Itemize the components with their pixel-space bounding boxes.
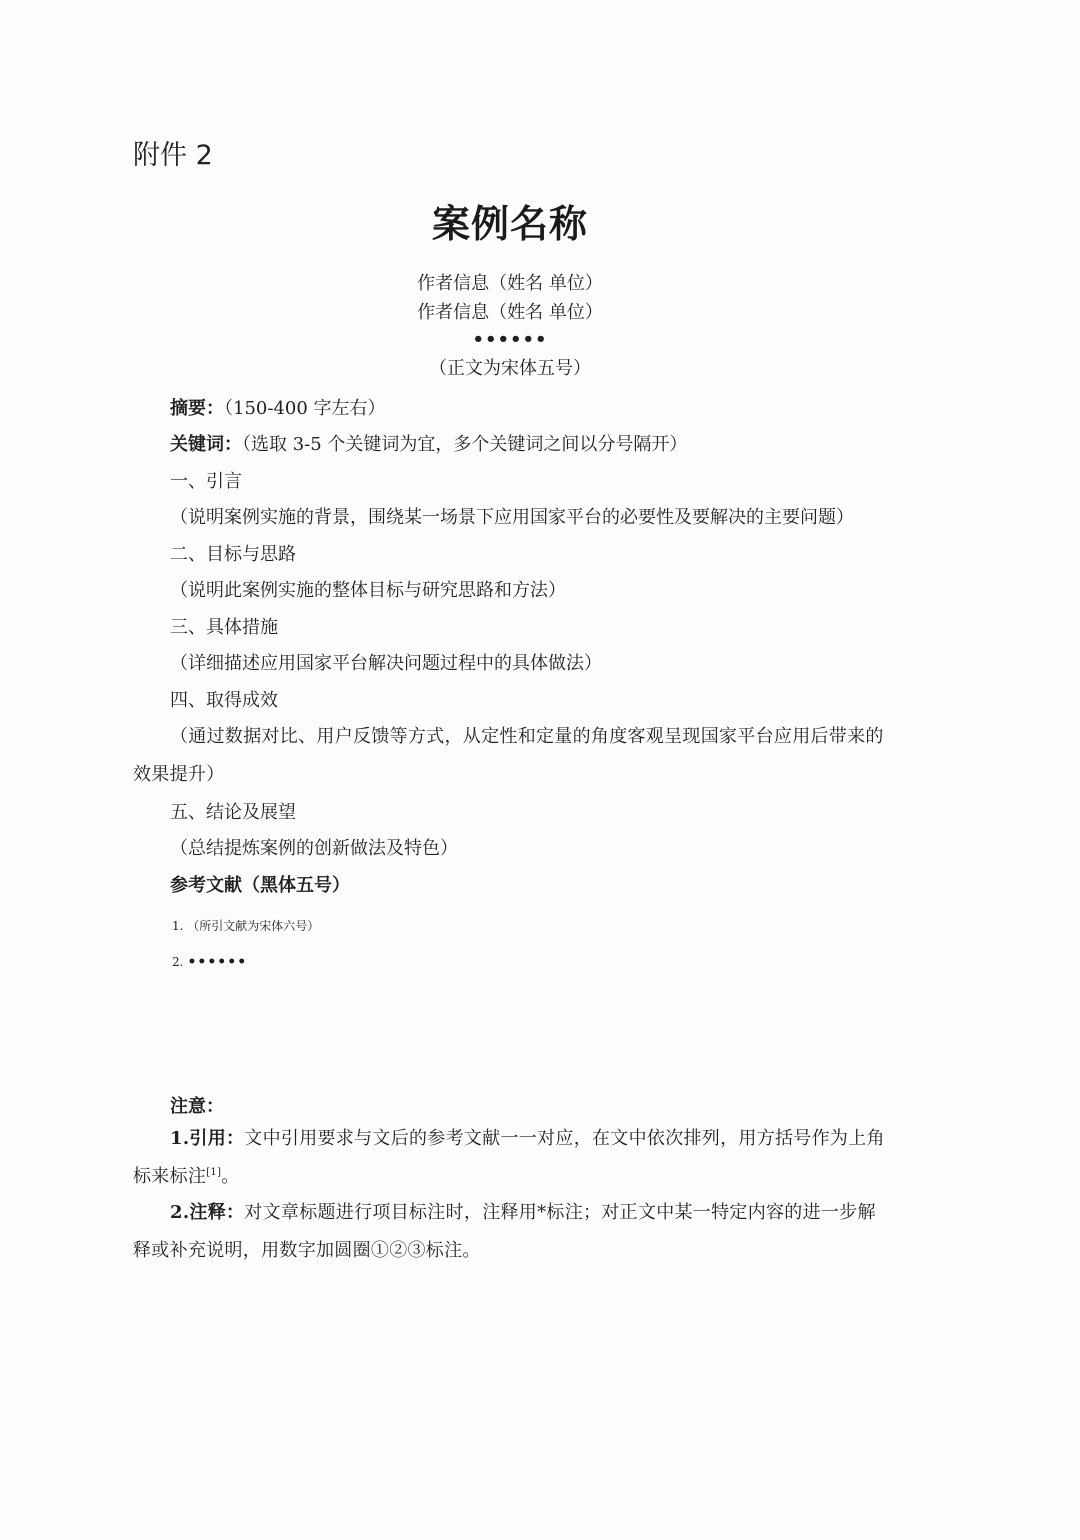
reference-number: 2. bbox=[172, 955, 184, 969]
attachment-label: 附件 2 bbox=[133, 140, 213, 171]
section-heading-measures: 三、具体措施 bbox=[170, 617, 278, 638]
section-note-measures: （详细描述应用国家平台解决问题过程中的具体做法） bbox=[170, 653, 602, 674]
abstract-text: （150-400 字左右） bbox=[224, 398, 386, 419]
note-citation-label: 1.引用： bbox=[170, 1128, 245, 1149]
reference-item bbox=[172, 917, 319, 935]
body-font-note: （正文为宋体五号） bbox=[429, 358, 591, 379]
notes-heading: 注意： bbox=[170, 1096, 224, 1117]
note-citation-end: 。 bbox=[221, 1166, 240, 1187]
section-note-results: （通过数据对比、用户反馈等方式，从定性和定量的角度客观呈现国家平台应用后带来的效果提升） bbox=[133, 726, 884, 785]
abstract-line bbox=[170, 396, 386, 422]
note-annotation bbox=[133, 1194, 893, 1270]
section-heading-introduction: 一、引言 bbox=[170, 471, 242, 492]
keywords-label: 关键词： bbox=[170, 434, 242, 455]
reference-item bbox=[172, 953, 247, 971]
section-note-conclusion: （总结提炼案例的创新做法及特色） bbox=[170, 838, 458, 859]
keywords-line bbox=[170, 432, 687, 458]
reference-text: （所引文献为宋体六号） bbox=[187, 919, 320, 933]
section-heading-results: 四、取得成效 bbox=[170, 690, 278, 711]
note-annotation-label: 2.注释： bbox=[170, 1202, 245, 1223]
note-citation bbox=[133, 1120, 893, 1196]
note-citation-text: 文中引用要求与文后的参考文献一一对应，在文中依次排列，用方括号作为上角标来标注 bbox=[133, 1128, 885, 1187]
references-heading: 参考文献（黑体五号） bbox=[170, 875, 350, 896]
author-info: 作者信息（姓名 单位） bbox=[417, 302, 603, 323]
section-note-introduction: （说明案例实施的背景，围绕某一场景下应用国家平台的必要性及要解决的主要问题） bbox=[170, 507, 854, 528]
section-heading-conclusion: 五、结论及展望 bbox=[170, 802, 296, 823]
reference-number: 1. bbox=[172, 919, 184, 933]
citation-superscript: [1] bbox=[206, 1167, 222, 1178]
section-note-goals: （说明此案例实施的整体目标与研究思路和方法） bbox=[170, 580, 566, 601]
author-info: 作者信息（姓名 单位） bbox=[417, 273, 603, 294]
reference-text: •••••• bbox=[187, 954, 248, 970]
keywords-text: （选取 3-5 个关键词为宜，多个关键词之间以分号隔开） bbox=[242, 434, 688, 455]
author-ellipsis: •••••• bbox=[472, 329, 548, 350]
case-title: 案例名称 bbox=[431, 201, 588, 246]
section-heading-goals: 二、目标与思路 bbox=[170, 544, 296, 565]
note-annotation-text: 对文章标题进行项目标注时，注释用*标注；对正文中某一特定内容的进一步解释或补充说明，用数字加圆圈①②③标注。 bbox=[133, 1202, 876, 1261]
abstract-label: 摘要： bbox=[170, 398, 224, 419]
